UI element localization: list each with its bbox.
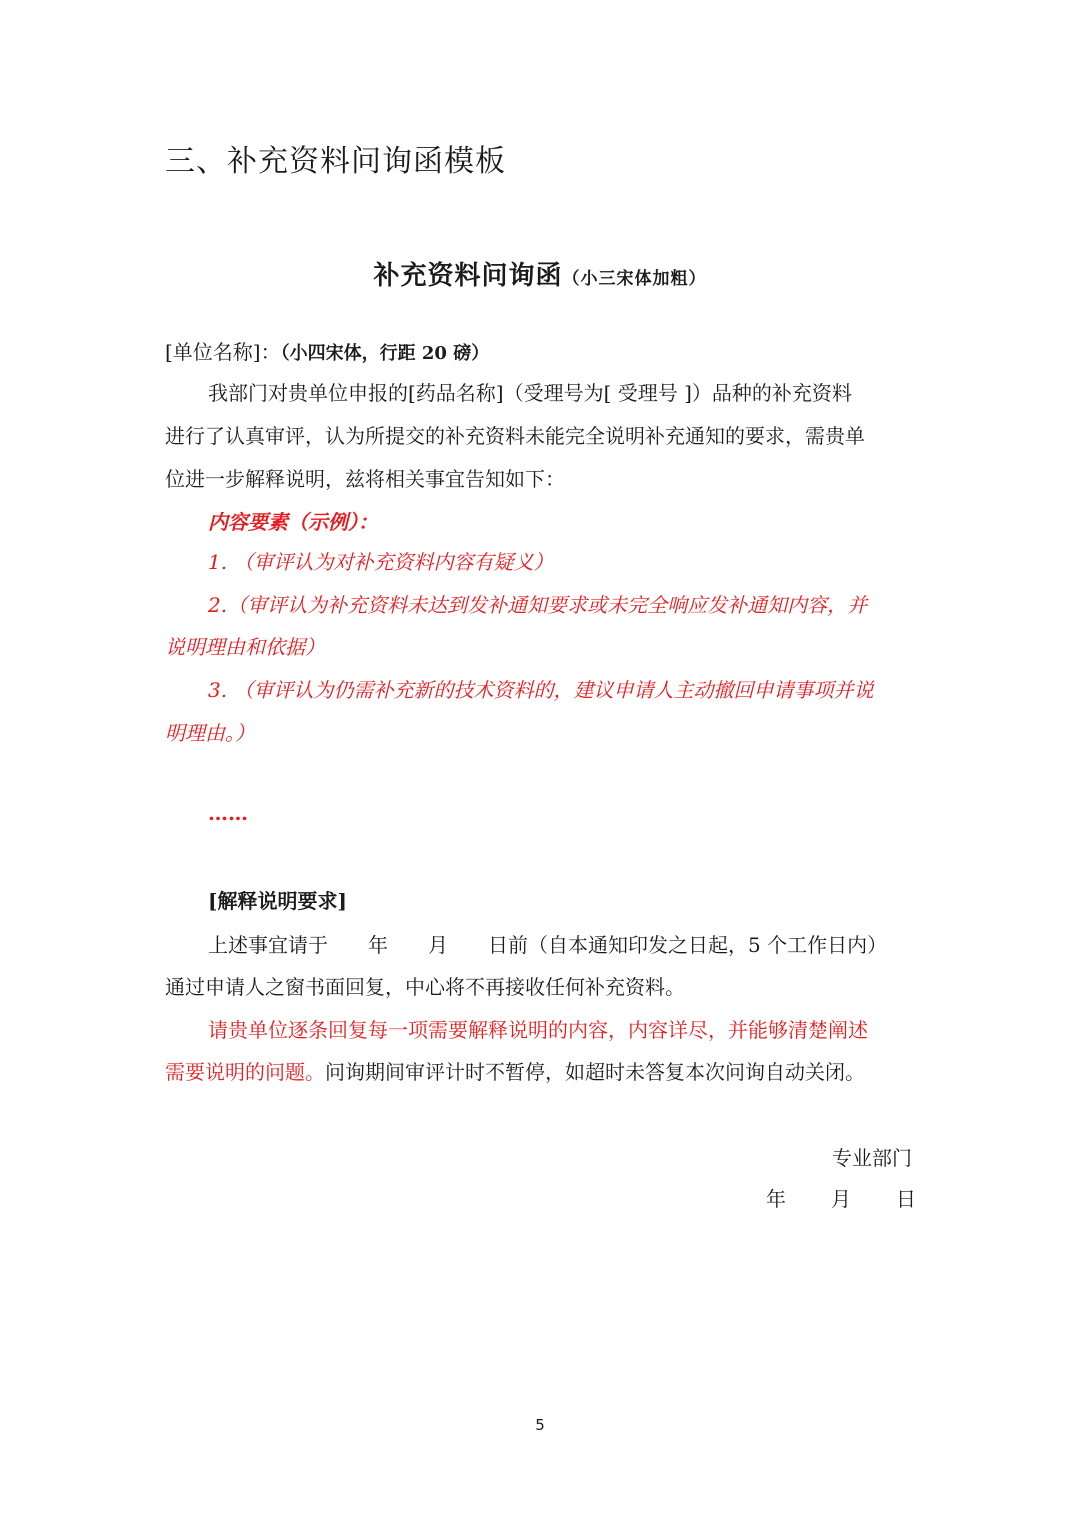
intro-line-3: 位进一步解释说明，兹将相关事宜告知如下： [165, 467, 565, 491]
signature-year: 年 [766, 1187, 786, 1211]
title-main: 补充资料问询函 [373, 261, 563, 291]
signature-day: 日 [896, 1187, 916, 1211]
requirements-red-line-2: 需要说明的问题。 [165, 1060, 325, 1084]
requirements-line-4 [165, 1060, 865, 1084]
title-format-note: （小三宋体加粗） [562, 269, 707, 289]
content-item-3-cont: 明理由。） [165, 721, 255, 745]
signature-date [766, 1187, 916, 1211]
requirements-line-1: 上述事宜请于 年 月 日前（自本通知印发之日起，5 个工作日内） [208, 933, 888, 957]
addressee-line [165, 340, 489, 366]
page-number: 5 [535, 1416, 545, 1434]
intro-line-2: 进行了认真审评，认为所提交的补充资料未能完全说明补充通知的要求，需贵单 [165, 424, 865, 448]
requirements-line-2: 通过申请人之窗书面回复，中心将不再接收任何补充资料。 [165, 975, 685, 999]
requirements-timing-note: 问询期间审评计时不暂停，如超时未答复本次问询自动关闭。 [325, 1060, 865, 1084]
requirements-red-line-1: 请贵单位逐条回复每一项需要解释说明的内容，内容详尽，并能够清楚阐述 [208, 1018, 868, 1042]
document-title [0, 255, 1080, 292]
content-item-2-cont: 说明理由和依据） [165, 635, 325, 659]
signature-department: 专业部门 [832, 1146, 912, 1170]
signature-month: 月 [831, 1187, 851, 1211]
content-ellipsis: …… [208, 801, 248, 825]
content-heading: 内容要素（示例）： [208, 510, 378, 534]
addressee-label: [单位名称]： [165, 340, 281, 364]
section-heading: 三、补充资料问询函模板 [165, 144, 506, 179]
content-item-1: 1. （审评认为对补充资料内容有疑义） [208, 550, 554, 574]
addressee-format-note: （小四宋体，行距 20 磅） [280, 343, 490, 364]
requirements-heading: [解释说明要求] [208, 889, 347, 913]
intro-line-1: 我部门对贵单位申报的[药品名称]（受理号为[ 受理号 ]）品种的补充资料 [208, 381, 852, 405]
content-item-2: 2.（审评认为补充资料未达到发补通知要求或未完全响应发补通知内容，并 [208, 593, 868, 617]
content-item-3: 3. （审评认为仍需补充新的技术资料的，建议申请人主动撤回申请事项并说 [208, 678, 874, 702]
